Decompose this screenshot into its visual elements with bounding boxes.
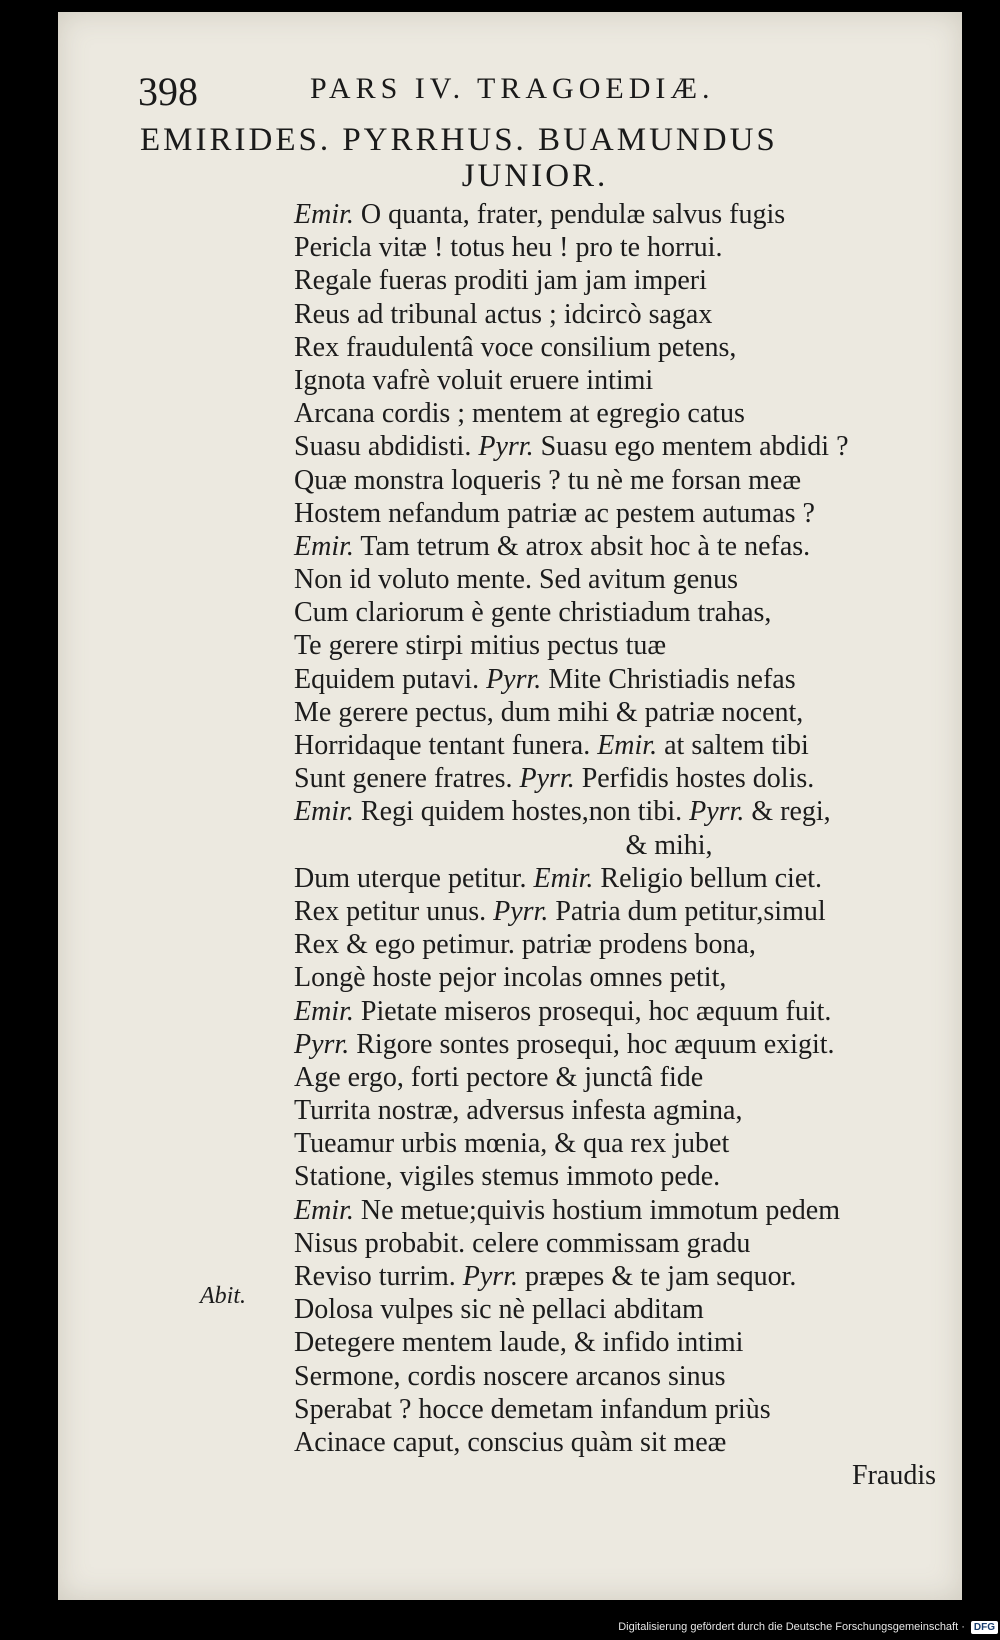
scene-title [140,122,940,194]
verse-text-segment: Me gerere pectus, dum mihi & patriæ nocent, [294,696,804,728]
verse-text-segment: Rex petitur unus. [294,895,494,927]
verse-text-segment: Reviso turrim. [294,1261,463,1292]
verse-line [294,298,954,331]
verse-text-segment: Quæ monstra loqueris ? tu nè me forsan meæ [294,464,802,496]
verse-text-segment: Tam tetrum & atrox absit hoc à te nefas. [353,530,811,562]
verse-text-segment: Cum clariorum è gente christiadum trahas, [294,597,772,629]
verse-text-segment: præpes & te jam sequor. [518,1261,797,1292]
verse-line [294,1293,954,1326]
verse-line [294,1061,954,1094]
speaker-label: Emir. [294,796,354,828]
verse-line [294,1127,954,1160]
verse-text-segment: Patria dum petitur,simul [548,895,826,927]
footer-text: Digitalisierung gefördert durch die Deutsche Forschungsgemeinschaft · [618,1621,965,1633]
verse-line [294,729,954,762]
verse-text-segment: Pietate miseros prosequi, hoc æquum fuit. [353,995,832,1027]
verse-line [294,961,954,994]
page-number: 398 [138,69,198,114]
speaker-label: Emir. [294,530,354,562]
verse-line [294,795,954,828]
verse-text-segment: Te gerere stirpi mitius pectus tuæ [294,630,667,662]
verse-line [294,1326,954,1359]
verse-line [294,198,954,231]
verse-line [294,1194,954,1227]
verse-line [294,928,954,961]
verse-text-segment: Statione, vigiles stemus immoto pede. [294,1161,721,1193]
speaker-label: Pyrr. [478,431,534,463]
verse-line [294,1426,954,1459]
verse-text-segment: Rigore sontes prosequi, hoc æquum exigit. [349,1028,835,1060]
verse-text-segment: Dum uterque petitur. [294,862,534,894]
verse-text-segment: & mihi, [625,829,713,861]
verse-text-segment: Equidem putavi. [294,663,487,695]
verse-line [294,1227,954,1260]
verse-text-segment: Sperabat ? hocce demetam infandum priùs [294,1393,771,1425]
verse-text-segment: Suasu ego mentem abdidi ? [533,431,849,463]
verse-line [294,1393,954,1426]
verse-text-segment: Pericla vitæ ! totus heu ! pro te horrui. [294,232,723,264]
verse-text-segment: Sermone, cordis noscere arcanos sinus [294,1360,726,1392]
verse-line [294,264,954,297]
margin-note: Abit. [200,1283,246,1309]
verse-text-segment: Suasu abdidisti. [294,431,479,463]
page-header [138,68,858,118]
verse-text-segment: Mite Christiadis nefas [541,663,796,695]
verse-text-segment: Arcana cordis ; mentem at egregio catus [294,398,745,430]
verse-line [294,762,954,795]
verse-text-segment: Acinace caput, conscius quàm sit meæ [294,1426,727,1458]
verse-line [294,596,954,629]
scene-title-line-1: EMIRIDES. PYRRHUS. BUAMUNDUS [140,122,778,158]
verse-line [294,430,954,463]
verse-text-segment: O quanta, frater, pendulæ salvus fugis [353,199,786,230]
verse-text-segment: Rex fraudulentâ voce consilium petens, [294,331,737,363]
verse-text-segment: Horridaque tentant funera. [294,730,598,761]
verse-line [294,397,954,430]
speaker-label: Pyrr. [486,663,542,695]
verse-text-segment: Turrita nostræ, adversus infesta agmina, [294,1095,743,1127]
verse-line [294,895,954,928]
speaker-label: Emir. [597,730,658,761]
verse-line [294,464,954,497]
verse-line [294,364,954,397]
verse-line [294,1160,954,1193]
speaker-label: Emir. [533,862,594,894]
verse-text-segment: Sunt genere fratres. [294,763,520,795]
verse-line [294,1260,954,1293]
scene-title-line-2: JUNIOR. [461,158,609,194]
digitization-footer [600,1617,998,1637]
verse-text-segment: Longè hoste pejor incolas omnes petit, [294,962,727,994]
verse-text-segment: Dolosa vulpes sic nè pellaci abditam [294,1294,704,1326]
verse-line [294,331,954,364]
verse-line [294,629,954,662]
speaker-label: Pyrr. [519,763,575,795]
speaker-label: Pyrr. [689,796,745,828]
speaker-label: Emir. [294,199,354,230]
verse-line [294,1028,954,1061]
verse-text-segment: Religio bellum ciet. [593,862,823,894]
speaker-label: Emir. [294,995,354,1027]
verse-line [294,829,954,862]
dfg-logo-icon: DFG [971,1621,998,1634]
speaker-label: Emir. [294,1194,354,1226]
verse-text-segment: Regale fueras proditi jam jam imperi [294,265,707,297]
verse-line [294,696,954,729]
verse-line [294,563,954,596]
verse-line [294,663,954,696]
verse-text-segment: Ne metue;quivis hostium immotum pedem [353,1194,840,1226]
verse-line [294,1094,954,1127]
verse-text-segment: Rex & ego petimur. patriæ prodens bona, [294,929,756,961]
speaker-label: Pyrr. [493,895,549,927]
verse-text-segment: Fraudis [852,1460,936,1492]
verse-line [294,530,954,563]
speaker-label: Pyrr. [294,1028,350,1060]
verse-text-segment: Regi quidem hostes,non tibi. [353,796,690,828]
verse-text-segment: Nisus probabit. celere commissam gradu [294,1227,751,1259]
verse-line [294,995,954,1028]
verse-text [294,198,954,1492]
verse-line [294,497,954,530]
verse-text-segment: at saltem tibi [657,730,809,761]
verse-line [294,862,954,895]
verse-text-segment: Tueamur urbis mœnia, & qua rex jubet [294,1128,730,1160]
verse-text-segment: Non id voluto mente. Sed avitum genus [294,564,739,596]
running-head: PARS IV. TRAGOEDIÆ. [310,72,715,105]
verse-text-segment: Hostem nefandum patriæ ac pestem autumas ? [294,497,815,529]
verse-text-segment: Detegere mentem laude, & infido intimi [294,1327,744,1359]
verse-text-segment: Age ergo, forti pectore & junctâ fide [294,1061,704,1093]
verse-line [294,231,954,264]
speaker-label: Pyrr. [462,1261,518,1292]
verse-text-segment: & regi, [744,796,831,828]
verse-line [294,1360,954,1393]
verse-text-segment: Reus ad tribunal actus ; idcircò sagax [294,298,713,330]
verse-line [294,1459,954,1492]
verse-text-segment: Ignota vafrè voluit eruere intimi [294,364,654,396]
verse-text-segment: Perfidis hostes dolis. [574,763,815,795]
